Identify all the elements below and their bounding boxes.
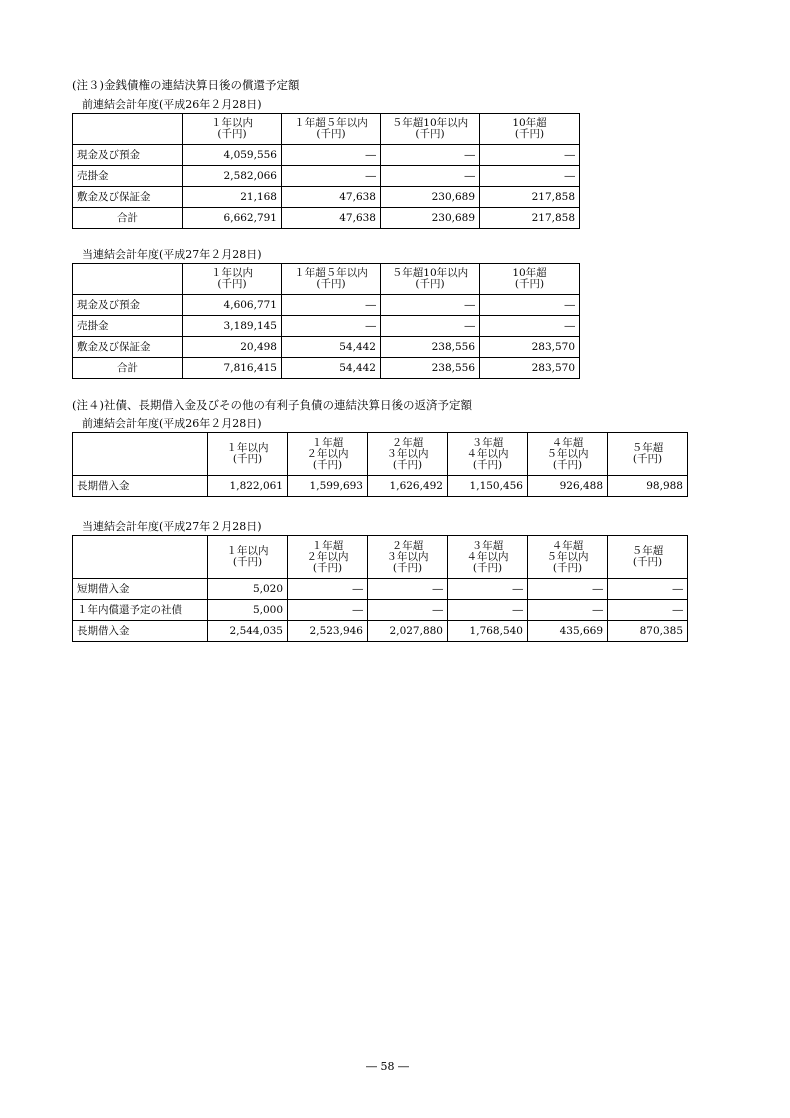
row-label: 売掛金 bbox=[73, 166, 183, 187]
value-cell: 47,638 bbox=[282, 208, 381, 229]
value-cell: 7,816,415 bbox=[183, 358, 282, 379]
column-header-line: １年以内 bbox=[211, 117, 253, 129]
note3-prev-subtitle: 前連結会計年度(平成26年２月28日) bbox=[82, 98, 262, 111]
note4-title: (注４)社債、長期借入金及びその他の有利子負債の連結決算日後の返済予定額 bbox=[72, 398, 472, 412]
row-label: 合計 bbox=[73, 358, 183, 379]
value-cell: 54,442 bbox=[282, 337, 381, 358]
table-row bbox=[73, 579, 688, 600]
value-cell: 98,988 bbox=[608, 476, 688, 497]
table-row bbox=[73, 476, 688, 497]
value-cell: 217,858 bbox=[480, 187, 580, 208]
value-cell: 54,442 bbox=[282, 358, 381, 379]
value-cell: 2,582,066 bbox=[183, 166, 282, 187]
column-header-line: ５年以内 bbox=[546, 447, 589, 460]
value-cell: ― bbox=[381, 295, 480, 316]
value-cell: 217,858 bbox=[480, 208, 580, 229]
column-header-line: (千円) bbox=[415, 278, 445, 290]
header-blank-cell bbox=[73, 264, 183, 295]
value-cell: 435,669 bbox=[528, 621, 608, 642]
column-header-line: (千円) bbox=[392, 561, 423, 574]
column-header-line: ２年以内 bbox=[306, 447, 349, 460]
column-header bbox=[448, 536, 528, 579]
row-label: 敷金及び保証金 bbox=[73, 337, 183, 358]
column-header-line: (千円) bbox=[415, 128, 445, 140]
note4-prev-subtitle: 前連結会計年度(平成26年２月28日) bbox=[82, 417, 262, 430]
value-cell: 1,626,492 bbox=[368, 476, 448, 497]
header-row bbox=[73, 536, 688, 579]
note3-curr-subtitle: 当連結会計年度(平成27年２月28日) bbox=[82, 248, 262, 261]
column-header-line: (千円) bbox=[632, 453, 663, 465]
value-cell: ― bbox=[282, 145, 381, 166]
column-header-line: (千円) bbox=[514, 128, 545, 140]
value-cell: ― bbox=[608, 600, 688, 621]
value-cell: ― bbox=[368, 579, 448, 600]
value-cell: 5,020 bbox=[208, 579, 288, 600]
value-cell: ― bbox=[608, 579, 688, 600]
value-cell: 1,150,456 bbox=[448, 476, 528, 497]
value-cell: ― bbox=[282, 316, 381, 337]
table-row bbox=[73, 337, 580, 358]
value-cell: 1,768,540 bbox=[448, 621, 528, 642]
column-header-line: (千円) bbox=[472, 561, 503, 574]
value-cell: 870,385 bbox=[608, 621, 688, 642]
column-header-line: ３年以内 bbox=[386, 550, 429, 563]
column-header-line: ３年以内 bbox=[386, 447, 429, 460]
table-row bbox=[73, 145, 580, 166]
column-header bbox=[288, 433, 368, 476]
column-header-line: ５年超10年以内 bbox=[391, 117, 469, 129]
value-cell: ― bbox=[282, 166, 381, 187]
column-header-line: ２年超 bbox=[391, 539, 424, 552]
column-header bbox=[368, 433, 448, 476]
value-cell: 5,000 bbox=[208, 600, 288, 621]
column-header bbox=[381, 264, 480, 295]
value-cell: 2,544,035 bbox=[208, 621, 288, 642]
page-number: ― 58 ― bbox=[366, 1060, 409, 1073]
row-label: 現金及び預金 bbox=[73, 145, 183, 166]
header-blank-cell bbox=[73, 114, 183, 145]
column-header-line: (千円) bbox=[232, 453, 263, 465]
column-header-line: ２年超 bbox=[391, 436, 424, 449]
column-header-line: ２年以内 bbox=[306, 550, 349, 563]
value-cell: 238,556 bbox=[381, 337, 480, 358]
value-cell: 926,488 bbox=[528, 476, 608, 497]
header-row bbox=[73, 264, 580, 295]
column-header-line: ４年超 bbox=[551, 436, 584, 449]
column-header bbox=[480, 264, 580, 295]
value-cell: 47,638 bbox=[282, 187, 381, 208]
value-cell: ― bbox=[448, 579, 528, 600]
value-cell: ― bbox=[528, 579, 608, 600]
column-header-line: (千円) bbox=[552, 561, 583, 574]
column-header-line: ５年超 bbox=[631, 442, 664, 454]
row-label: 敷金及び保証金 bbox=[73, 187, 183, 208]
column-header-line: (千円) bbox=[472, 458, 503, 471]
column-header-line: ５年超 bbox=[631, 545, 664, 557]
column-header-line: ４年以内 bbox=[466, 550, 509, 563]
value-cell: 283,570 bbox=[480, 337, 580, 358]
value-cell: ― bbox=[381, 316, 480, 337]
table-row bbox=[73, 621, 688, 642]
column-header bbox=[208, 433, 288, 476]
column-header bbox=[480, 114, 580, 145]
table-row bbox=[73, 358, 580, 379]
value-cell: 6,662,791 bbox=[183, 208, 282, 229]
row-label: 短期借入金 bbox=[73, 579, 208, 600]
header-blank-cell bbox=[73, 433, 208, 476]
column-header-line: (千円) bbox=[632, 556, 663, 568]
value-cell: 3,189,145 bbox=[183, 316, 282, 337]
value-cell: 283,570 bbox=[480, 358, 580, 379]
value-cell: 1,822,061 bbox=[208, 476, 288, 497]
column-header-line: ３年超 bbox=[471, 436, 504, 449]
column-header bbox=[608, 536, 688, 579]
note3-curr-table bbox=[72, 263, 580, 379]
value-cell: ― bbox=[368, 600, 448, 621]
column-header-line: (千円) bbox=[316, 128, 346, 140]
column-header-line: 10年超 bbox=[512, 267, 547, 279]
column-header bbox=[368, 536, 448, 579]
row-label: 合計 bbox=[73, 208, 183, 229]
column-header bbox=[528, 536, 608, 579]
column-header bbox=[528, 433, 608, 476]
column-header-line: (千円) bbox=[312, 458, 343, 471]
column-header-line: (千円) bbox=[316, 278, 346, 290]
column-header-line: (千円) bbox=[312, 561, 343, 574]
column-header bbox=[288, 536, 368, 579]
column-header-line: １年超 bbox=[311, 539, 344, 552]
value-cell: ― bbox=[282, 295, 381, 316]
value-cell: ― bbox=[288, 579, 368, 600]
column-header-line: (千円) bbox=[217, 128, 247, 140]
column-header-line: (千円) bbox=[232, 556, 263, 568]
column-header bbox=[282, 264, 381, 295]
value-cell: ― bbox=[480, 295, 580, 316]
column-header-line: (千円) bbox=[514, 278, 545, 290]
value-cell: 21,168 bbox=[183, 187, 282, 208]
column-header bbox=[282, 114, 381, 145]
row-label: １年内償還予定の社債 bbox=[73, 600, 208, 621]
value-cell: ― bbox=[480, 145, 580, 166]
column-header bbox=[183, 264, 282, 295]
value-cell: 20,498 bbox=[183, 337, 282, 358]
column-header-line: １年超 bbox=[311, 436, 344, 449]
column-header-line: １年以内 bbox=[226, 545, 269, 557]
column-header-line: １年以内 bbox=[211, 267, 253, 279]
note3-title: (注３)金銭債権の連結決算日後の償還予定額 bbox=[72, 78, 300, 92]
value-cell: 230,689 bbox=[381, 208, 480, 229]
column-header bbox=[381, 114, 480, 145]
row-label: 長期借入金 bbox=[73, 476, 208, 497]
table-row bbox=[73, 600, 688, 621]
column-header bbox=[208, 536, 288, 579]
column-header-line: ３年超 bbox=[471, 539, 504, 552]
value-cell: ― bbox=[480, 316, 580, 337]
row-label: 長期借入金 bbox=[73, 621, 208, 642]
row-label: 現金及び預金 bbox=[73, 295, 183, 316]
column-header-line: １年以内 bbox=[226, 442, 269, 454]
note4-prev-table bbox=[72, 432, 688, 497]
table-row bbox=[73, 295, 580, 316]
note4-curr-subtitle: 当連結会計年度(平成27年２月28日) bbox=[82, 520, 262, 533]
column-header-line: ４年以内 bbox=[466, 447, 509, 460]
value-cell: ― bbox=[480, 166, 580, 187]
table-row bbox=[73, 316, 580, 337]
column-header-line: (千円) bbox=[552, 458, 583, 471]
header-row bbox=[73, 114, 580, 145]
table-row bbox=[73, 208, 580, 229]
value-cell: 4,606,771 bbox=[183, 295, 282, 316]
value-cell: 230,689 bbox=[381, 187, 480, 208]
column-header-line: (千円) bbox=[217, 278, 247, 290]
column-header bbox=[448, 433, 528, 476]
column-header-line: 10年超 bbox=[512, 117, 547, 129]
table-row bbox=[73, 166, 580, 187]
column-header-line: (千円) bbox=[392, 458, 423, 471]
value-cell: 238,556 bbox=[381, 358, 480, 379]
column-header-line: １年超５年以内 bbox=[294, 267, 368, 279]
value-cell: ― bbox=[381, 166, 480, 187]
column-header-line: １年超５年以内 bbox=[294, 117, 368, 129]
value-cell: ― bbox=[288, 600, 368, 621]
value-cell: 1,599,693 bbox=[288, 476, 368, 497]
row-label: 売掛金 bbox=[73, 316, 183, 337]
column-header bbox=[183, 114, 282, 145]
value-cell: 2,523,946 bbox=[288, 621, 368, 642]
value-cell: 2,027,880 bbox=[368, 621, 448, 642]
table-row bbox=[73, 187, 580, 208]
column-header-line: ５年超10年以内 bbox=[391, 267, 469, 279]
header-row bbox=[73, 433, 688, 476]
header-blank-cell bbox=[73, 536, 208, 579]
column-header-line: ４年超 bbox=[551, 539, 584, 552]
value-cell: ― bbox=[381, 145, 480, 166]
note3-prev-table bbox=[72, 113, 580, 229]
column-header bbox=[608, 433, 688, 476]
value-cell: 4,059,556 bbox=[183, 145, 282, 166]
value-cell: ― bbox=[528, 600, 608, 621]
note4-curr-table bbox=[72, 535, 688, 642]
value-cell: ― bbox=[448, 600, 528, 621]
column-header-line: ５年以内 bbox=[546, 550, 589, 563]
